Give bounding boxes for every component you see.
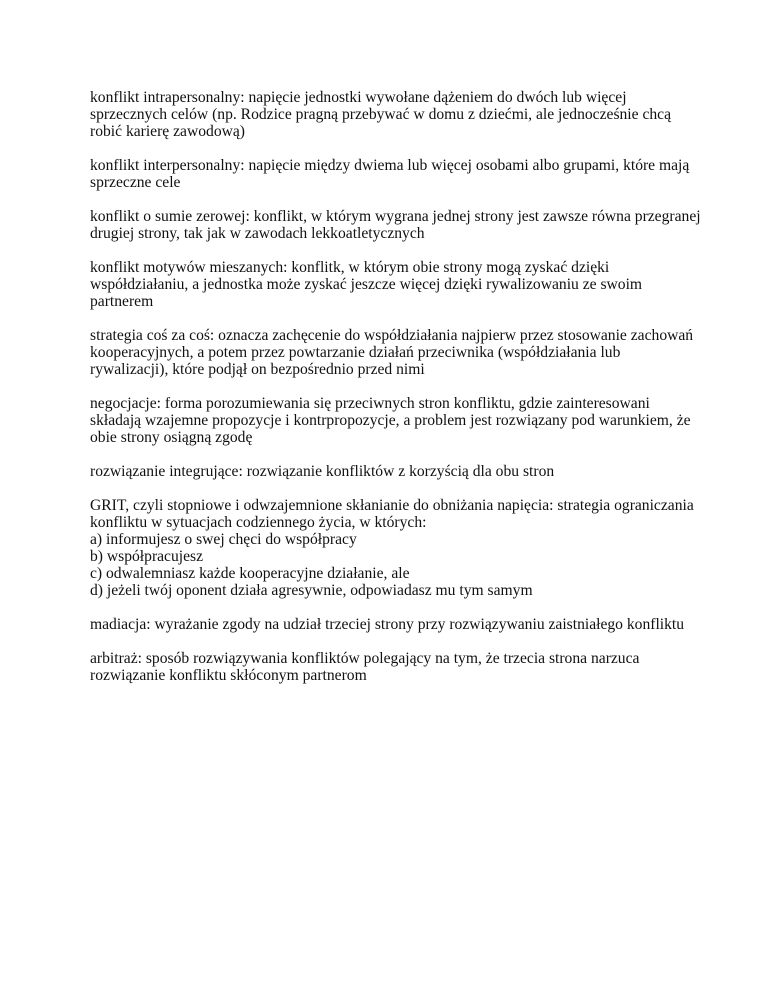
text-line: robić karierę zawodową): [90, 123, 245, 140]
text-line: d) jeżeli twój oponent działa agresywnie, odpowiadasz mu tym samym: [90, 582, 533, 599]
definition-paragraph: [90, 497, 730, 599]
text-line: sprzecznych celów (np. Rodzice pragną przebywać w domu z dziećmi, ale jednocześnie chcą: [90, 106, 672, 123]
text-line: kooperacyjnych, a potem przez powtarzanie działań przeciwnika (współdziałania lub: [90, 344, 621, 361]
text-line: rozwiązanie integrujące: rozwiązanie konfliktów z korzyścią dla obu stron: [90, 463, 555, 480]
text-line: obie strony osiągną zgodę: [90, 429, 253, 446]
definition-paragraph: [90, 395, 730, 446]
text-line: negocjacje: forma porozumiewania się przeciwnych stron konfliktu, gdzie zainteresowani: [90, 395, 650, 412]
text-line: konflikt interpersonalny: napięcie między dwiema lub więcej osobami albo grupami, które mają: [90, 157, 690, 174]
definition-paragraph: [90, 463, 730, 480]
definition-paragraph: [90, 650, 730, 684]
definition-paragraph: [90, 616, 730, 633]
text-line: konfliktu w sytuacjach codziennego życia, w których:: [90, 514, 427, 531]
text-line: konflikt motywów mieszanych: konflitk, w którym obie strony mogą zyskać dzięki: [90, 259, 610, 276]
text-line: rywalizacji), które podjął on bezpośrednio przed nimi: [90, 361, 425, 378]
text-line: rozwiązanie konfliktu skłóconym partnerom: [90, 667, 367, 684]
text-line: konflikt intrapersonalny: napięcie jednostki wywołane dążeniem do dwóch lub więcej: [90, 89, 627, 106]
text-line: składają wzajemne propozycje i kontrpropozycje, a problem jest rozwiązany pod warunkiem, że: [90, 412, 691, 429]
document-body: [90, 89, 730, 701]
text-line: partnerem: [90, 293, 154, 310]
definition-paragraph: [90, 157, 730, 191]
text-line: GRIT, czyli stopniowe i odwzajemnione skłanianie do obniżania napięcia: strategia ograniczania: [90, 497, 694, 514]
text-line: konflikt o sumie zerowej: konflikt, w którym wygrana jednej strony jest zawsze równa przegranej: [90, 208, 701, 225]
text-line: strategia coś za coś: oznacza zachęcenie do współdziałania najpierw przez stosowanie zachowań: [90, 327, 694, 344]
text-line: drugiej strony, tak jak w zawodach lekkoatletycznych: [90, 225, 425, 242]
definition-paragraph: [90, 89, 730, 140]
text-line: współdziałaniu, a jednostka może zyskać jeszcze więcej dzięki rywalizowaniu ze swoim: [90, 276, 643, 293]
text-line: sprzeczne cele: [90, 174, 181, 191]
text-line: c) odwalemniasz każde kooperacyjne działanie, ale: [90, 565, 410, 582]
text-line: arbitraż: sposób rozwiązywania konfliktów polegający na tym, że trzecia strona narzuca: [90, 650, 640, 667]
text-line: a) informujesz o swej chęci do współpracy: [90, 531, 357, 548]
text-line: b) współpracujesz: [90, 548, 204, 565]
definition-paragraph: [90, 327, 730, 378]
text-line: madiacja: wyrażanie zgody na udział trzeciej strony przy rozwiązywaniu zaistniałego konfliktu: [90, 616, 685, 633]
definition-paragraph: [90, 208, 730, 242]
definition-paragraph: [90, 259, 730, 310]
